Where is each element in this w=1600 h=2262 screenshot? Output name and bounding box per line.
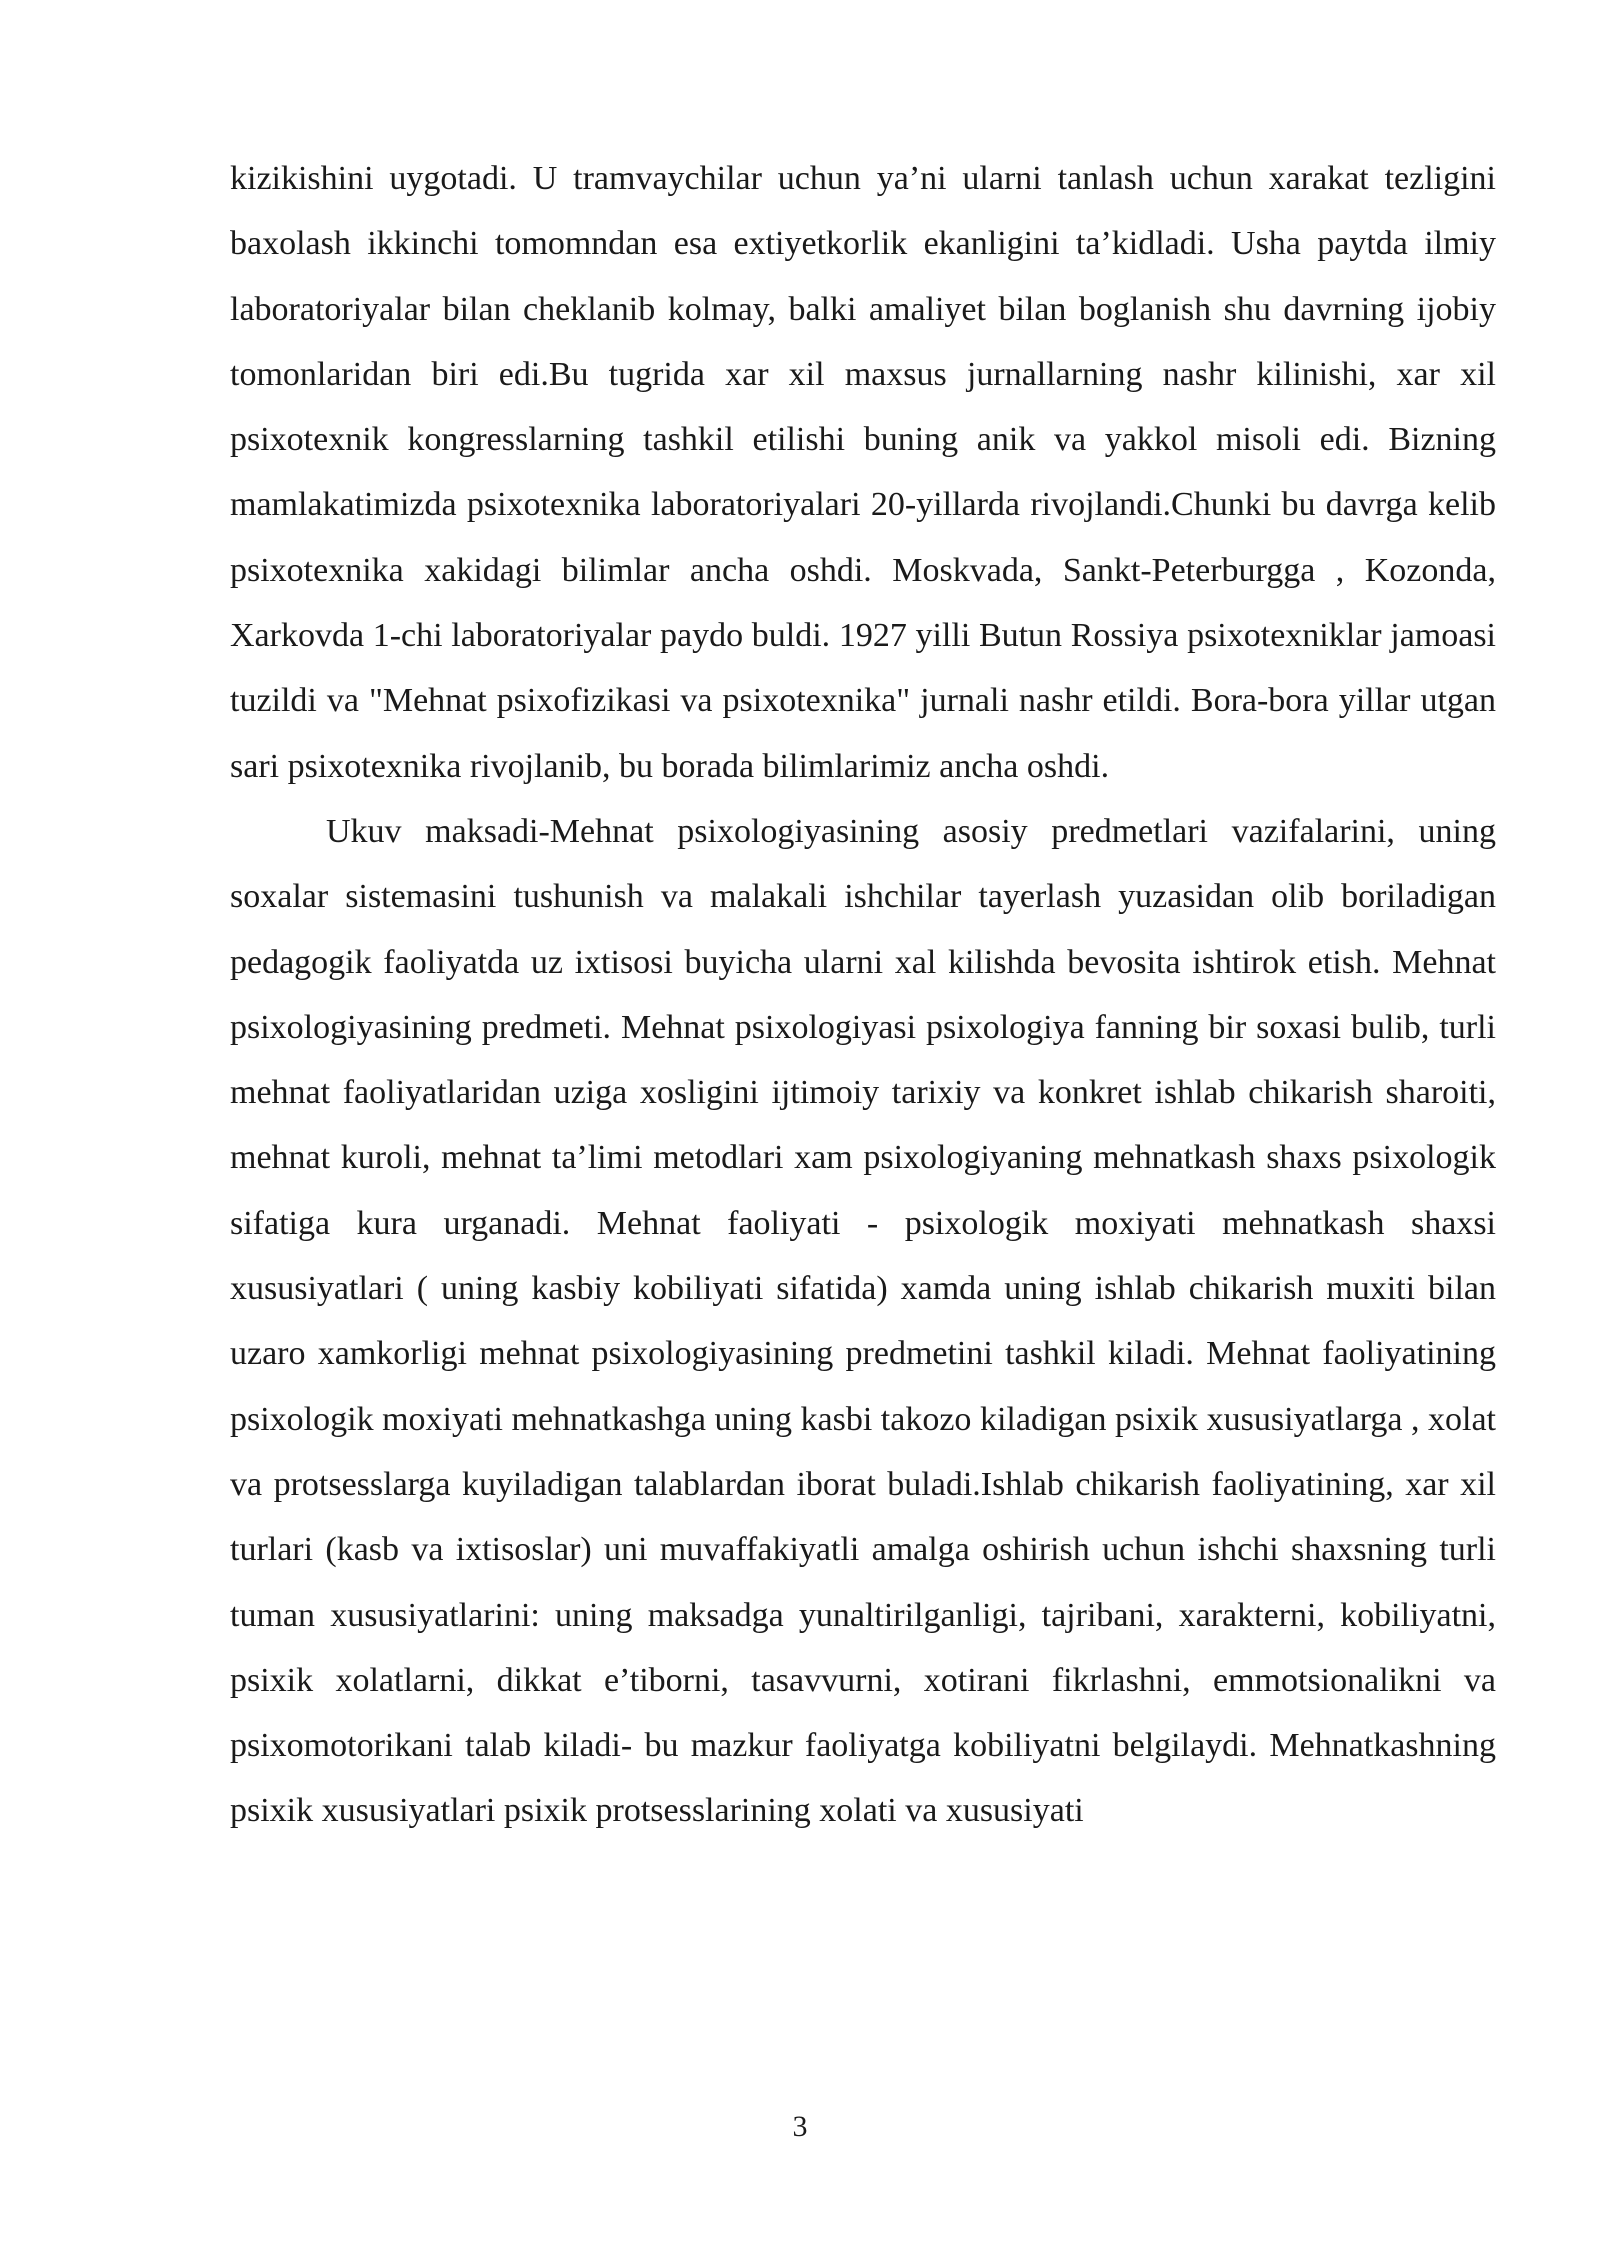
document-body <box>230 146 1496 1844</box>
paragraph-study-goal: Ukuv maksadi-Mehnat psixologiyasining asosiy predmetlari vazifalarini, uning soxalar sistemasini tushunish va malakali ishchilar tayerlash yuzasidan olib boriladigan pedagogik faoliyatda uz ixtisosi buyicha ularni xal kilishda bevosita ishtirok etish. Mehnat psixologiyasining predmeti. Mehnat psixologiyasi psixologiya fanning bir soxasi bulib, turli mehnat faoliyatlaridan uziga xosligini ijtimoiy tarixiy va konkret ishlab chikarish sharoiti, mehnat kuroli, mehnat ta’limi metodlari xam psixologiyaning mehnatkash shaxs psixologik sifatiga kura urganadi. Mehnat faoliyati - psixologik moxiyati mehnatkash shaxsi xususiyatlari ( uning kasbiy kobiliyati sifatida) xamda uning ishlab chikarish muxiti bilan uzaro xamkorligi mehnat psixologiyasining predmetini tashkil kiladi. Mehnat faoliyatining psixologik moxiyati mehnatkashga uning kasbi takozo kiladigan psixik xususiyatlarga , xolat va protsesslarga kuyiladigan talablardan iborat buladi.Ishlab chikarish faoliyatining, xar xil turlari (kasb va ixtisoslar) uni muvaffakiyatli amalga oshirish uchun ishchi shaxsning turli tuman xususiyatlarini: uning maksadga yunaltirilganligi, tajribani, xarakterni, kobiliyatni, psixik xolatlarni, dikkat e’tiborni, tasavvurni, xotirani fikrlashni, emmotsionalikni va psixomotorikani talab kiladi- bu mazkur faoliyatga kobiliyatni belgilaydi. Mehnatkashning psixik xususiyatlari psixik protsesslarining xolati va xususiyati <box>230 812 1496 1830</box>
page-number: 3 <box>792 2110 808 2143</box>
paragraph-continuation: kizikishini uygotadi. U tramvaychilar uchun ya’ni ularni tanlash uchun xarakat tezligini baxolash ikkinchi tomomndan esa extiyetkorlik ekanligini ta’kidladi. Usha paytda ilmiy laboratoriyalar bilan cheklanib kolmay, balki amaliyet bilan boglanish shu davrning ijobiy tomonlaridan biri edi.Bu tugrida xar xil maxsus jurnallarning nashr kilinishi, xar xil psixotexnik kongresslarning tashkil etilishi buning anik va yakkol misoli edi. Bizning mamlakatimizda psixotexnika laboratoriyalari 20-yillarda rivojlandi.Chunki bu davrga kelib psixotexnika xakidagi bilimlar ancha oshdi. Moskvada, Sankt-Peterburgga , Kozonda, Xarkovda 1-chi laboratoriyalar paydo buldi. 1927 yilli Butun Rossiya psixotexniklar jamoasi tuzildi va "Mehnat psixofizikasi va psixotexnika" jurnali nashr etildi. Bora-bora yillar utgan sari psixotexnika rivojlanib, bu borada bilimlarimiz ancha oshdi. <box>230 160 1496 785</box>
